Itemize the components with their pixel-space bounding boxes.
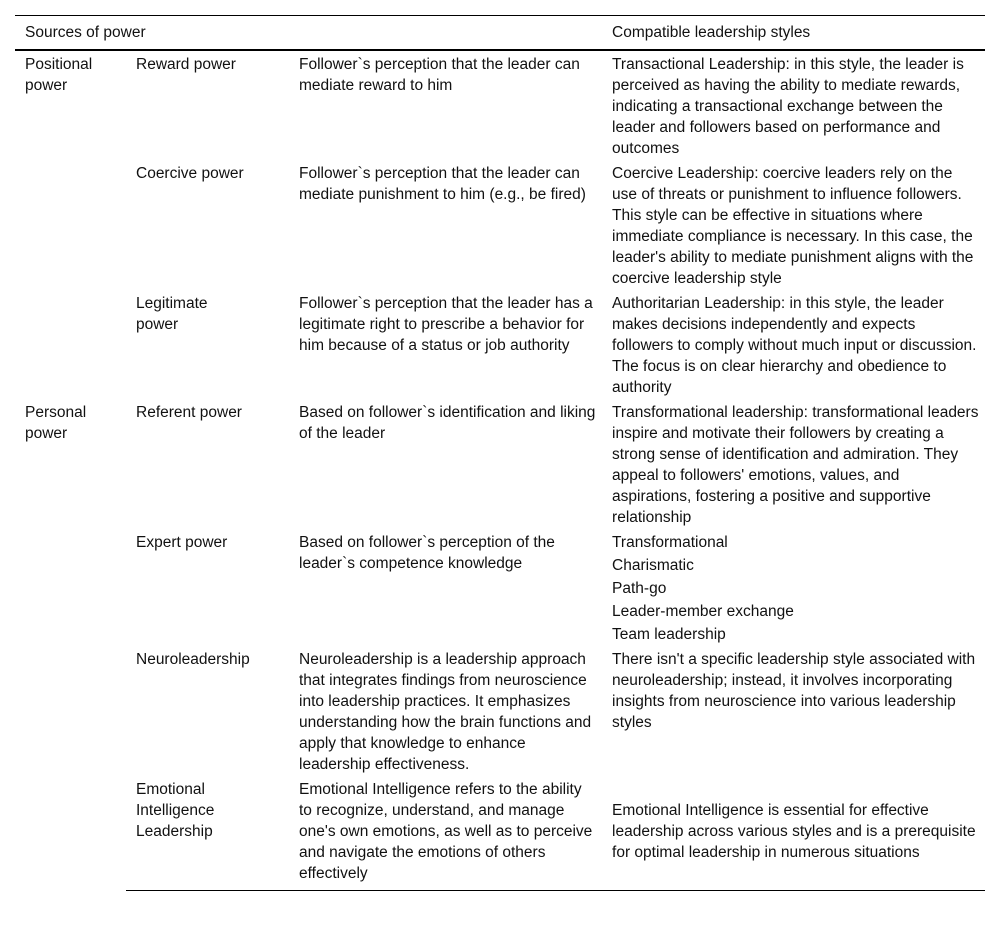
power-cell: Emotional Intelligence Leadership <box>126 777 289 891</box>
style-list-item: Leader-member exchange <box>612 603 794 620</box>
table-row <box>15 400 985 530</box>
description-cell: Follower`s perception that the leader can mediate reward to him <box>299 56 580 94</box>
style-cell: Transactional Leadership: in this style, the leader is perceived as having the ability to mediate rewards, indicating a transactional exchange between the leader and followers based on performance and outcomes <box>612 56 964 157</box>
power-cell: Reward power <box>136 56 236 73</box>
style-cell: Authoritarian Leadership: in this style, the leader makes decisions independently and expects followers to comply without much input or discussion. The focus is on clear hierarchy and obedience to authority <box>612 295 977 396</box>
style-list-item: Team leadership <box>612 626 726 643</box>
header-compatible-styles: Compatible leadership styles <box>602 16 985 51</box>
power-cell: Neuroleadership <box>136 651 250 668</box>
description-cell: Emotional Intelligence refers to the ability to recognize, understand, and manage one's own emotions, as well as to perceive and navigate the emotions of others effectively <box>289 777 602 891</box>
table-row <box>15 647 985 777</box>
style-cell: Coercive Leadership: coercive leaders rely on the use of threats or punishment to influence followers. This style can be effective in situations where immediate compliance is necessary. In this case, the leader's ability to mediate punishment aligns with the coercive leadership style <box>612 165 974 287</box>
style-list-item: Path-go <box>612 580 667 597</box>
style-list-item: Charismatic <box>612 557 694 574</box>
power-cell: Coercive power <box>136 165 244 182</box>
power-leadership-table <box>15 15 985 891</box>
description-cell: Follower`s perception that the leader can mediate punishment to him (e.g., be fired) <box>299 165 586 203</box>
power-cell: Expert power <box>136 534 228 551</box>
table-header-row <box>15 16 985 51</box>
table-row <box>15 530 985 647</box>
description-cell: Neuroleadership is a leadership approach that integrates findings from neuroscience into leadership practices. It emphasizes understanding how the brain functions and apply that knowledge to enhance leadership effectiveness. <box>299 651 592 773</box>
description-cell: Based on follower`s perception of the leader`s competence knowledge <box>299 534 555 572</box>
style-list-item: Transformational <box>612 534 728 551</box>
table-row <box>15 777 985 891</box>
style-list-cell <box>602 530 985 647</box>
style-cell: Transformational leadership: transformational leaders inspire and motivate their followers by creating a strong sense of identification and admiration. They appeal to followers' emotions, values, and aspirations, fostering a positive and supportive relationship <box>612 404 979 526</box>
category-cell: Personal power <box>25 404 87 442</box>
category-cell: Positional power <box>25 56 93 94</box>
table-row <box>15 161 985 291</box>
table-row <box>15 50 985 161</box>
table-row <box>15 291 985 400</box>
description-cell: Based on follower`s identification and liking of the leader <box>299 404 596 442</box>
style-cell: Emotional Intelligence is essential for effective leadership across various styles and is a prerequisite for optimal leadership in numerous situations <box>602 777 985 891</box>
power-cell: Legitimate power <box>136 295 208 333</box>
power-cell: Referent power <box>136 404 242 421</box>
description-cell: Follower`s perception that the leader has a legitimate right to prescribe a behavior for him because of a status or job authority <box>299 295 593 354</box>
style-cell: There isn't a specific leadership style associated with neuroleadership; instead, it involves incorporating insights from neuroscience into various leadership styles <box>612 651 976 731</box>
header-sources-of-power: Sources of power <box>15 16 602 51</box>
